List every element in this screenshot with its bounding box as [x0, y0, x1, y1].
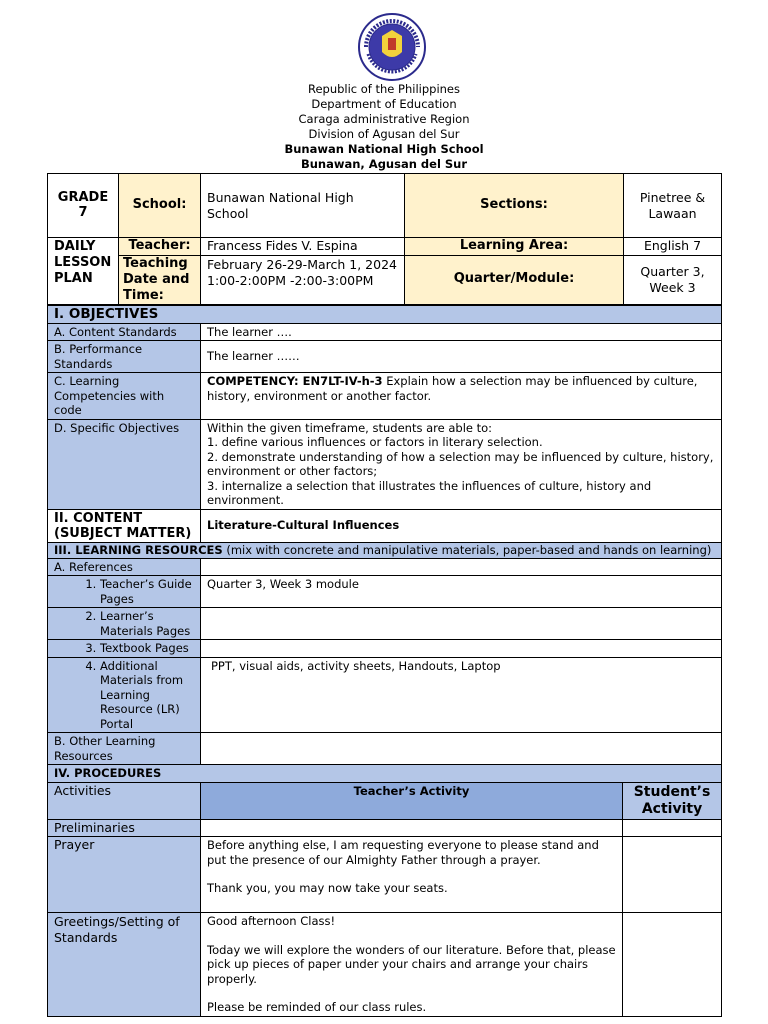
ref-item [48, 640, 201, 658]
objectives-intro: Within the given timeframe, students are able to: [207, 420, 493, 435]
lesson-table [47, 305, 722, 1017]
resources-note: (mix with concrete and manipulative materials, paper-based and hands on learning) [222, 542, 712, 557]
performance-standards-value: The learner …… [201, 341, 722, 373]
ref-item-label: 1. Teacher’s Guide Pages [100, 577, 194, 606]
grade-cell: GRADE 7 [48, 174, 119, 238]
ref-item [48, 657, 201, 733]
greetings-student [623, 913, 722, 1017]
header-line: Republic of the Philippines [307, 82, 461, 96]
objective-item: 1. define various influences or factors in literary selection. [207, 435, 543, 449]
other-resources-value [201, 733, 722, 765]
header-location: Bunawan, Agusan del Sur [300, 157, 468, 171]
resources-heading-cell [48, 542, 722, 558]
ref-item-label: 2. Learner’s Materials Pages [100, 609, 194, 638]
learning-area-value: English 7 [624, 238, 722, 256]
teacher-value: Francess Fides V. Espina [201, 238, 405, 256]
ref-item-label: 3. Textbook Pages [100, 641, 194, 656]
specific-objectives-label: D. Specific Objectives [48, 419, 201, 509]
learning-area-label: Learning Area: [405, 238, 624, 256]
dlp-cell: DAILY LESSON PLAN [48, 238, 119, 305]
content-standards-value: The learner …. [201, 323, 722, 341]
quarter-label: Quarter/Module: [405, 255, 624, 304]
preliminaries-student [623, 819, 722, 837]
prayer-student [623, 837, 722, 913]
prayer-teacher [201, 837, 623, 913]
procedures-heading: IV. PROCEDURES [48, 765, 722, 783]
specific-objectives-cell [201, 419, 722, 509]
header-school: Bunawan National High School [284, 142, 484, 156]
content-standards-label: A. Content Standards [48, 323, 201, 341]
teacher-activity-header: Teacher’s Activity [201, 782, 623, 819]
greetings-text: Good afternoon Class! [207, 914, 336, 928]
date-label: Teaching Date and Time: [119, 255, 201, 304]
content-heading: II. CONTENT (SUBJECT MATTER) [48, 509, 201, 542]
prayer-text: Thank you, you may now take your seats. [207, 881, 448, 895]
preliminaries-label: Preliminaries [48, 819, 201, 837]
greetings-teacher [201, 913, 623, 1017]
school-label: School: [119, 174, 201, 238]
document-header [0, 82, 768, 172]
competency-text: Explain how a selection may be influenced by culture, history, environment or another factor. [207, 374, 698, 403]
references-value [201, 558, 722, 576]
ref-item [48, 608, 201, 640]
date-value: February 26-29-March 1, 2024 [207, 256, 397, 272]
header-line: Caraga administrative Region [298, 112, 470, 126]
ref-item-value [201, 640, 722, 658]
competencies-cell [201, 373, 722, 420]
ref-item-value: Quarter 3, Week 3 module [201, 576, 722, 608]
student-activity-header: Student’s Activity [623, 782, 722, 819]
time-value: 1:00-2:00PM -2:00-3:00PM [207, 272, 374, 288]
greetings-text: Today we will explore the wonders of our literature. Before that, please pick up pieces of paper under your chairs and arrange your chairs properly. [207, 942, 616, 986]
ref-item-value [201, 608, 722, 640]
objectives-heading: I. OBJECTIVES [48, 306, 722, 324]
activities-label: Activities [48, 782, 201, 819]
preliminaries-teacher [201, 819, 623, 837]
quarter-value: Quarter 3, Week 3 [624, 255, 722, 304]
ref-item-value: PPT, visual aids, activity sheets, Handouts, Laptop [201, 657, 722, 733]
resources-heading: III. LEARNING RESOURCES [54, 542, 223, 557]
ref-item [48, 576, 201, 608]
content-value: Literature-Cultural Influences [201, 509, 722, 542]
performance-standards-label: B. Performance Standards [48, 341, 201, 373]
objective-item: 2. demonstrate understanding of how a selection may be influenced by culture, history, environment or other factors; [207, 449, 714, 478]
sections-label: Sections: [405, 174, 624, 238]
references-label: A. References [48, 558, 201, 576]
greetings-label: Greetings/Setting of Standards [48, 913, 201, 1017]
other-resources-label: B. Other Learning Resources [48, 733, 201, 765]
sections-value: Pinetree & Lawaan [624, 174, 722, 238]
objective-item: 3. internalize a selection that illustrates the influences of culture, history and environment. [207, 478, 652, 507]
info-table [47, 173, 722, 305]
teacher-label: Teacher: [119, 238, 201, 256]
greetings-text: Please be reminded of our class rules. [207, 1000, 427, 1014]
prayer-text: Before anything else, I am requesting everyone to please stand and put the presence of our Almighty Father through a prayer. [207, 838, 599, 867]
competency-code: COMPETENCY: EN7LT-IV-h-3 [207, 374, 383, 388]
competencies-label: C. Learning Competencies with code [48, 373, 201, 420]
school-value: Bunawan National High School [201, 174, 405, 238]
prayer-label: Prayer [48, 837, 201, 913]
header-line: Department of Education [311, 97, 457, 111]
header-line: Division of Agusan del Sur [308, 127, 460, 141]
date-cell [201, 255, 405, 304]
ref-item-label: 4. Additional Materials from Learning Resource (LR) Portal [100, 659, 194, 732]
deped-seal [352, 12, 432, 82]
